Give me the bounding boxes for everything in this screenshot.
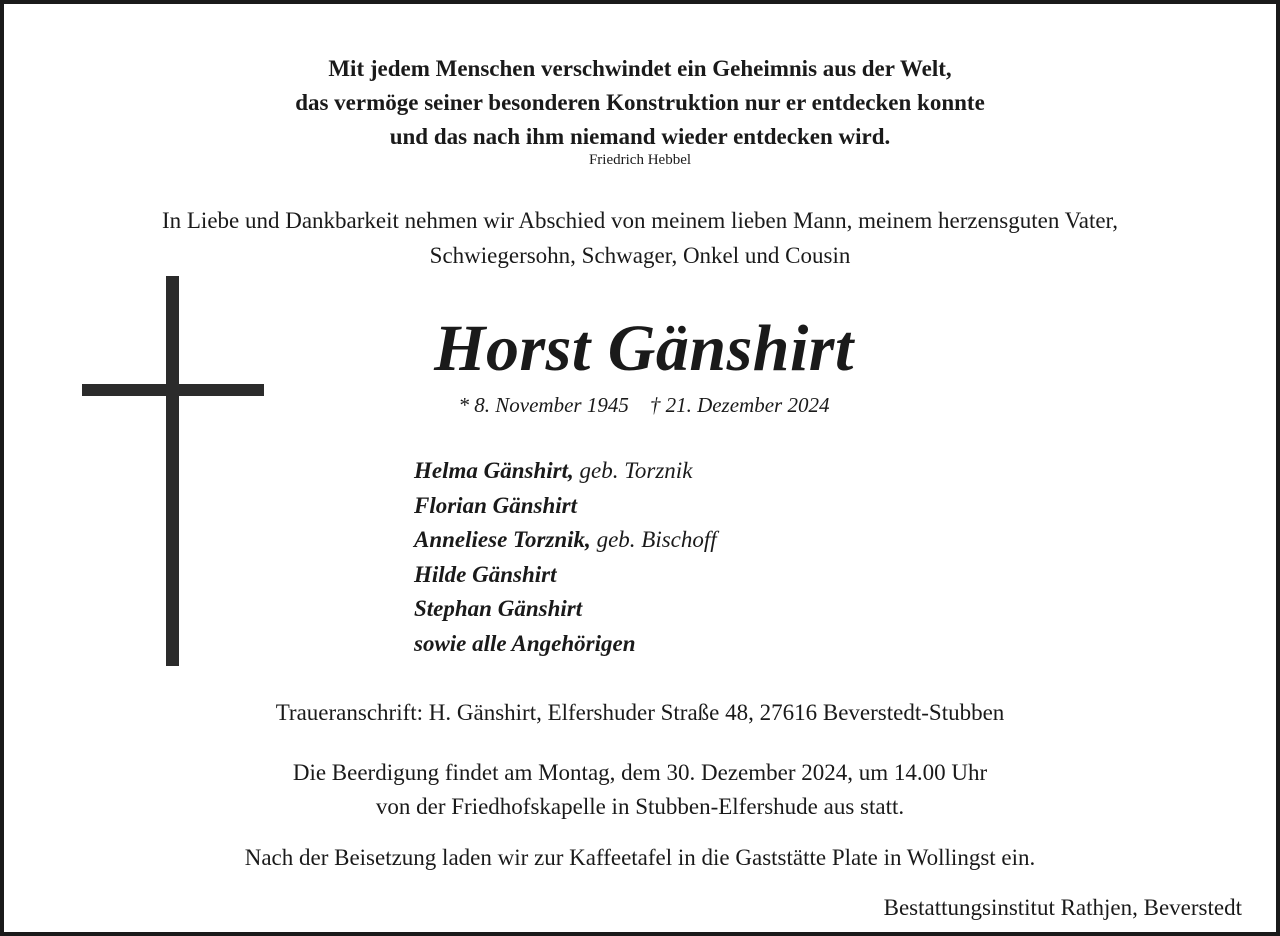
mourner-row — [414, 558, 717, 593]
funeral-line: von der Friedhofskapelle in Stubben-Elfershude aus statt. — [375, 794, 905, 819]
mourner-name: Stephan Gänshirt — [414, 596, 583, 621]
mourning-address: Traueranschrift: H. Gänshirt, Elfershuder Straße 48, 27616 Beverstedt-Stubben — [275, 700, 1005, 725]
mourner-name: Florian Gänshirt — [414, 492, 577, 518]
life-dates: * 8. November 1945 † 21. Dezember 2024 — [458, 393, 830, 417]
undertaker-name: Bestattungsinstitut Rathjen, Beverstedt — [883, 895, 1242, 920]
mourner-name: Helma Gänshirt, — [414, 458, 574, 483]
funeral-line: Die Beerdigung findet am Montag, dem 30. Dezember 2024, um 14.00 Uhr — [292, 760, 988, 785]
mourners-list — [414, 454, 717, 661]
quote — [4, 52, 1276, 154]
quote-line: das vermöge seiner besonderen Konstruktion nur er entdecken konnte — [295, 90, 985, 115]
mourner-note: geb. Bischoff — [590, 527, 717, 552]
mourner-name: sowie alle Angehörigen — [414, 630, 636, 656]
funeral-info — [4, 756, 1276, 824]
mourner-note: geb. Torznik — [573, 458, 693, 483]
mourner-name: Anneliese Torznik, — [414, 527, 591, 552]
latin-cross-icon — [82, 276, 264, 666]
mourner-row — [414, 592, 717, 627]
cross-horizontal-beam — [82, 384, 264, 396]
mourner-row — [414, 454, 717, 489]
mourner-row — [414, 627, 717, 662]
quote-line: und das nach ihm niemand wieder entdecken wird. — [389, 124, 891, 149]
quote-author: Friedrich Hebbel — [588, 152, 692, 168]
cross-vertical-beam — [166, 276, 179, 666]
reception-info: Nach der Beisetzung laden wir zur Kaffeetafel in die Gaststätte Plate in Wollingst ein. — [244, 845, 1036, 870]
deceased-name: Horst Gänshirt — [434, 312, 854, 385]
mourner-row — [414, 523, 717, 558]
intro-line: In Liebe und Dankbarkeit nehmen wir Abschied von meinem lieben Mann, meinem herzensguten Vater, — [161, 208, 1119, 233]
intro-line: Schwiegersohn, Schwager, Onkel und Cousin — [429, 243, 851, 268]
mourner-name: Hilde Gänshirt — [414, 561, 557, 587]
quote-line: Mit jedem Menschen verschwindet ein Geheimnis aus der Welt, — [328, 56, 952, 81]
intro-text — [4, 203, 1276, 273]
mourner-row — [414, 489, 717, 524]
